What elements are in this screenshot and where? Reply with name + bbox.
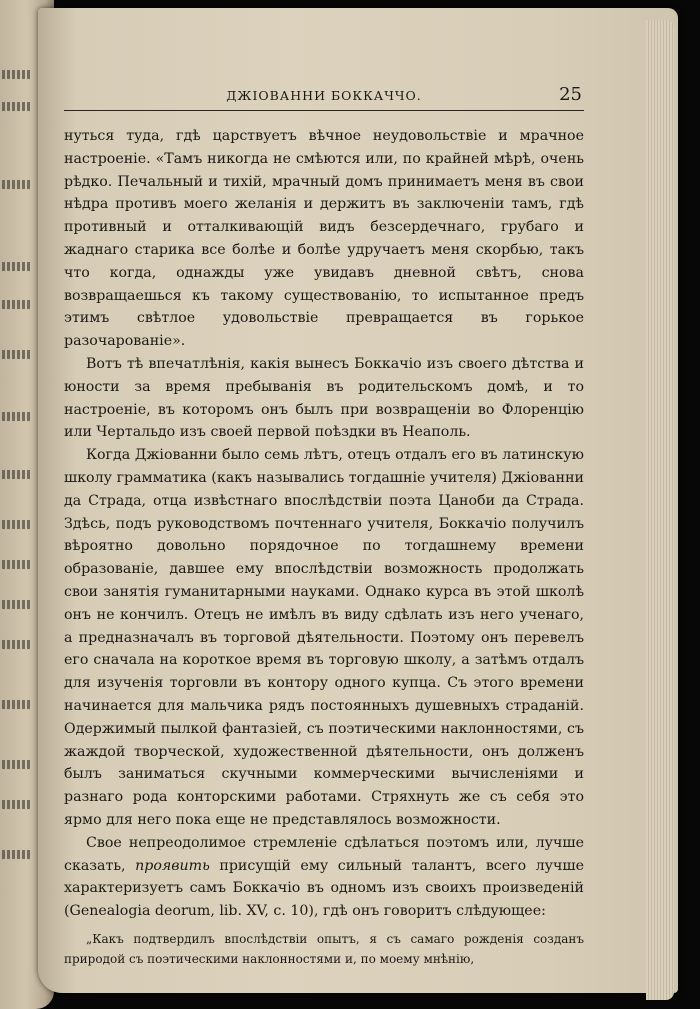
quotation [64,929,584,969]
paragraph-text: присущій ему сильный талантъ, всего лучше характеризуетъ самъ Боккачіо въ одномъ изъ своихъ произведеній (Genealogia deorum, lib. XV, c. 10), гдѣ онъ говоритъ слѣдующее: [64,857,584,920]
text-fragment [0,800,32,809]
paragraph: нуться туда, гдѣ царствуетъ вѣчное неудовольствіе и мрачное настроеніе. «Тамъ никогда не смѣются или, по крайней мѣрѣ, очень рѣдко. Печальный и тихій, мрачный домъ принимаетъ меня въ свои нѣдра противъ моего желанія и держитъ въ заключеніи тамъ, гдѣ противный и отталкивающій видъ безсердечнаго, грубаго и жаднаго старика все болѣе и болѣе удручаетъ меня скорбью, такъ что когда, однажды уже увидавъ дневной свѣтъ, снова возвращаешься къ такому существованію, то испытанное предъ этимъ свѣтлое удовольствіе превращается въ горькое разочарованіе». [64,128,584,350]
text-fragment [0,262,32,271]
text-fragment [0,350,32,359]
page-stack-edge [646,20,674,1000]
text-fragment [0,640,32,649]
text-fragment [0,600,32,609]
page-number: 25 [559,84,582,105]
body-text [64,125,584,923]
text-fragment [0,300,32,309]
page-header [64,84,584,111]
text-fragment [0,470,32,479]
text-fragment [0,412,32,421]
text-fragment [0,70,32,79]
text-fragment [0,850,32,859]
text-fragment [0,700,32,709]
paragraph: Вотъ тѣ впечатлѣнія, какія вынесъ Боккачіо изъ своего дѣтства и юности за время пребыванія въ родительскомъ домѣ, и то настроеніе, въ которомъ онъ былъ при возвращеніи во Флоренцію или Чертальдо изъ своей первой поѣздки въ Неаполь. [64,355,584,441]
text-fragment [0,760,32,769]
running-head: ДЖІОВАННИ БОККАЧЧО. [226,88,422,103]
quote-text: „Какъ подтвердилъ впослѣдствіи опытъ, я съ самаго рожденія созданъ природой съ поэтическими наклонностями и, по моему мнѣнію, [64,931,584,966]
paragraph: Когда Джіованни было семь лѣтъ, отецъ отдалъ его въ латинскую школу грамматика (какъ назывались тогдашніе учителя) Джіованни да Страда, отца извѣстнаго впослѣдствіи поэта Цаноби да Страда. Здѣсь, подъ руководствомъ почтеннаго учителя, Боккачіо получилъ вѣроятно довольно порядочное по тогдашнему времени образованіе, давшее ему впослѣдствіи возможность продолжать свои занятія гуманитарными науками. Однако курса въ этой школѣ онъ не кончилъ. Отецъ не имѣлъ въ виду сдѣлать изъ него ученаго, а предназначалъ въ торговой дѣятельности. Поэтому онъ перевелъ его сначала на короткое время въ торговую школу, а затѣмъ отдалъ для изученія торговли въ контору одного купца. Съ этого времени начинается для мальчика рядъ постоянныхъ душевныхъ страданій. Одержимый пылкой фантазіей, съ поэтическими наклонностями, съ жаждой творческой, художественной дѣятельности, онъ долженъ былъ заниматься скучными коммерческими вычисленіями и разнаго рода конторскими работами. Стряхнуть же съ себя это ярмо для него пока еще не представлялось возможности. [64,447,584,828]
text-fragment [0,560,32,569]
paragraph [64,832,584,923]
text-fragment [0,102,32,111]
paragraph-text: Свое непреодолимое стремленіе сдѣлаться поэтомъ или, лучше сказать, [64,834,584,874]
text-fragment [0,180,32,189]
emphasized-word: проявить [135,857,210,874]
page-content [64,84,584,969]
text-fragment [0,520,32,529]
